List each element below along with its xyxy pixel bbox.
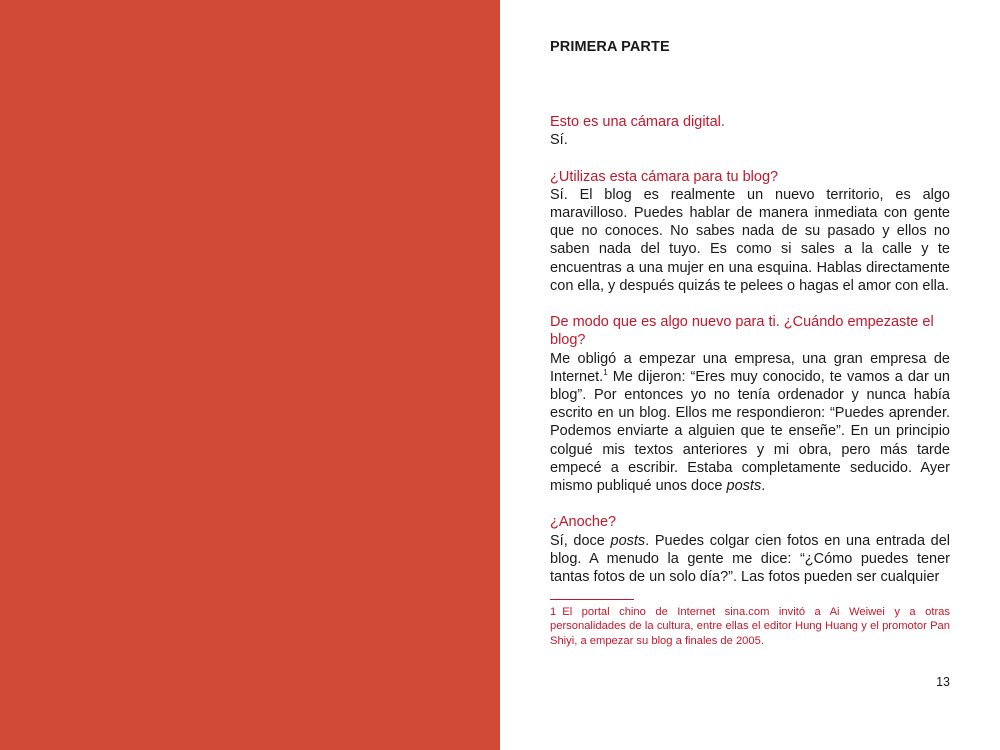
right-page [500, 0, 1000, 750]
qa-block-4 [550, 513, 950, 586]
footnote [550, 605, 950, 648]
interview-text [550, 113, 950, 586]
footnote-text: El portal chino de Internet sina.com invitó a Ai Weiwei y a otras personalidades de la cultura, entre ellas el editor Hung Huang y el promotor Pan Shiyi, a empezar su blog a finales de 2005. [550, 606, 950, 647]
page-number: 13 [936, 675, 950, 689]
question: ¿Anoche? [550, 514, 617, 531]
question: ¿Utilizas esta cámara para tu blog? [550, 168, 779, 185]
answer: Sí, doce posts. Puedes colgar cien fotos en una entrada del blog. A menudo la gente me dice: “¿Cómo puedes tener tantas fotos de un solo día?”. Las fotos pueden ser cualquier [550, 532, 951, 586]
footnote-reference[interactable]: 1 [603, 367, 608, 377]
answer: Sí. El blog es realmente un nuevo territorio, es algo maravilloso. Puedes hablar de manera inmediata con gente que no conoces. No sabes nada de su pasado y ellos no saben nada del tuyo. Es como si sales a la calle y te encuentras a una mujer en una esquina. Hablas directamente con ella, y después quizás te pelees o hagas el amor con ella. [550, 186, 950, 294]
question: De modo que es algo nuevo para ti. ¿Cuándo empezaste el blog? [550, 314, 934, 349]
footnote-number: 1 [550, 606, 557, 618]
question: Esto es una cámara digital. [550, 114, 725, 130]
qa-block-2 [550, 168, 950, 295]
qa-block-1 [550, 113, 950, 149]
answer: Me obligó a empezar una empresa, una gran empresa de Internet.$^1$ Me dijeron: “Eres muy conocido, te vamos a dar un blog”. Por entonces yo no tenía ordenador y nunca había escrito en un blog. Ellos me respondieron: “Puedes aprender. Podemos enviarte a alguien que te enseñe”. En un principio colgué mis textos anteriores y mi obra, pero más tarde empecé a escribir. Estaba completamente seducido. Ayer mismo publiqué unos doce posts. [550, 350, 950, 495]
qa-block-3 [550, 313, 950, 495]
footnote-divider [550, 599, 634, 600]
answer: Sí. [550, 132, 568, 149]
section-header: PRIMERA PARTE [550, 39, 670, 55]
